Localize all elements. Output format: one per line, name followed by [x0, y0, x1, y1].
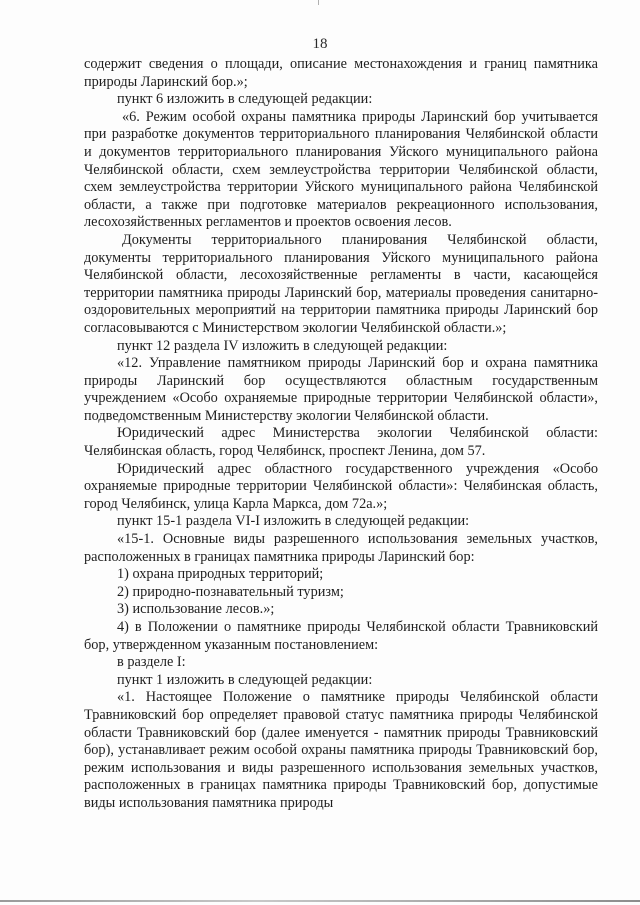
- paragraph: Юридический адрес областного государственного учреждения «Особо охраняемые природные территории Челябинской области»: Челябинская область, город Челябинск, улица Карла Маркса, дом 72а.»;: [84, 460, 598, 512]
- page-number: 18: [312, 36, 328, 52]
- paragraph: пункт 1 изложить в следующей редакции:: [117, 671, 373, 688]
- document-body: [84, 56, 598, 813]
- list-item: 3) использование лесов.»;: [117, 601, 275, 618]
- paragraph: Юридический адрес Министерства экологии Челябинской области: Челябинская область, город Челябинск, проспект Ленина, дом 57.: [84, 425, 598, 460]
- paragraph: пункт 15-1 раздела VI-I изложить в следующей редакции:: [117, 513, 470, 530]
- paragraph: «12. Управление памятником природы Ларинский бор и охрана памятника природы Ларинский бор осуществляются областным государственным учреждением «Особо охраняемые природные территории Челябинской области», подведомственным Министерству экологии Челябинской области.: [84, 355, 598, 424]
- page-bottom-edge: [0, 900, 640, 902]
- scan-mark: [318, 0, 319, 5]
- paragraph: «1. Настоящее Положение о памятнике природы Челябинской области Травниковский бор определяет правовой статус памятника природы Челябинской области Травниковский бор (далее именуется - памятник природы Травниковский бор), устанавливает режим особой охраны памятника природы Травниковский бор, режим использования и виды разрешенного использования земельных участков, расположенных в границах памятника природы Травниковский бор, допустимые виды использования памятника природы: [84, 689, 598, 811]
- list-item: 2) природно-познавательный туризм;: [117, 583, 344, 600]
- list-item: 1) охрана природных территорий;: [117, 566, 324, 583]
- paragraph: пункт 12 раздела IV изложить в следующей редакции:: [117, 337, 448, 354]
- paragraph: «6. Режим особой охраны памятника природы Ларинский бор учитывается при разработке документов территориального планирования Челябинской области и документов территориального планирования Уйского муниципального района Челябинской области, схем землеустройства территории Челябинской области, схем землеустройства территории Уйского муниципального района Челябинской области, а также при подготовке материалов рекреационного использования, лесохозяйственных регламентов и проектов освоения лесов.: [84, 108, 598, 231]
- paragraph: в разделе I:: [117, 654, 186, 671]
- paragraph: 4) в Положении о памятнике природы Челябинской области Травниковский бор, утвержденном указанным постановлением:: [84, 619, 598, 653]
- paragraph: содержит сведения о площади, описание местонахождения и границ памятника природы Ларинский бор.»;: [84, 56, 598, 90]
- paragraph: Документы территориального планирования Челябинской области, документы территориального планирования Уйского муниципального района Челябинской области, лесохозяйственные регламенты в части, касающейся территории памятника природы Ларинский бор, материалы проведения санитарно-оздоровительных мероприятий на территории памятника природы Ларинский бор согласовываются с Министерством экологии Челябинской области.»;: [84, 231, 598, 336]
- paragraph: пункт 6 изложить в следующей редакции:: [117, 91, 373, 108]
- paragraph: «15-1. Основные виды разрешенного использования земельных участков, расположенных в границах памятника природы Ларинский бор:: [84, 531, 598, 565]
